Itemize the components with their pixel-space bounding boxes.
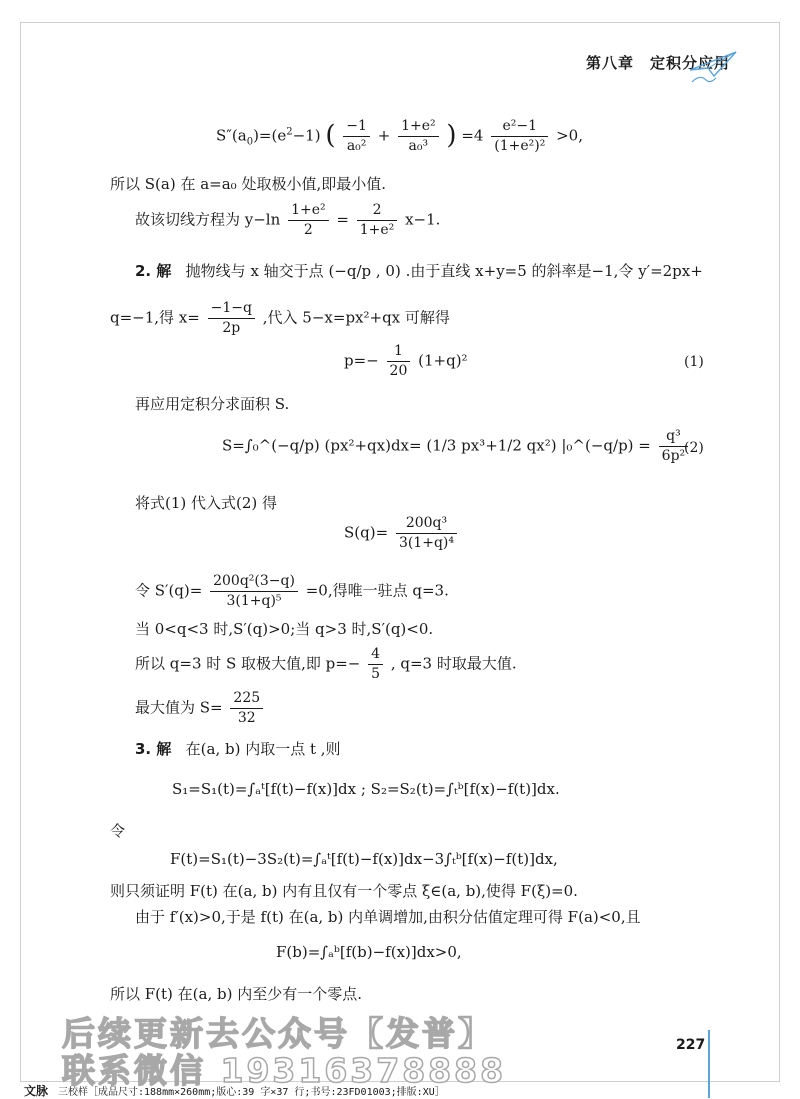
page-frame-top: [20, 22, 780, 23]
text-let: 令: [110, 822, 126, 840]
text-prove-zero: 则只须证明 F(t) 在(a, b) 内有且仅有一个零点 ξ∈(a, b),使得 F(ξ)=0.: [110, 882, 578, 900]
problem-2-line-1: 2. 解 抛物线与 x 轴交于点 (−q/p , 0) .由于直线 x+y=5 的斜率是−1,令 y′=2px+: [135, 262, 703, 280]
paper-plane-icon: [686, 46, 740, 86]
equation-6: F(b)=∫ₐᵇ[f(b)−f(x)]dx>0,: [276, 943, 462, 961]
equation-5: F(t)=S₁(t)−3S₂(t)=∫ₐᵗ[f(t)−f(x)]dx−3∫ₜᵇ[f(x)−f(t)]dx,: [170, 850, 558, 868]
text-min-value: 所以 S(a) 在 a=a₀ 处取极小值,即最小值.: [110, 175, 386, 193]
chapter-title: 第八章 定积分应用: [586, 54, 731, 72]
text-sign-analysis: 当 0<q<3 时,S′(q)>0;当 q>3 时,S′(q)<0.: [135, 620, 434, 638]
equation-number-2: (2): [684, 440, 704, 456]
text-substitute: 将式(1) 代入式(2) 得: [135, 494, 278, 512]
text-conclusion: 所以 F(t) 在(a, b) 内至少有一个零点.: [110, 985, 362, 1003]
equation-tangent-line: 故该切线方程为 y−ln $\frac{\text{1+e²}}{2}$ = $\frac{2}{\text{1+e²}}$ x−1.: [135, 202, 441, 238]
text-max-value: 所以 q=3 时 S 取极大值,即 p=− $\frac{4}{5}$ , q=3 时取最大值.: [135, 646, 517, 682]
equation-4: S₁=S₁(t)=∫ₐᵗ[f(t)−f(x)]dx ; S₂=S₂(t)=∫ₜᵇ[f(x)−f(t)]dx.: [172, 780, 560, 798]
watermark-line-1: 后续更新去公众号【发普】: [62, 1014, 494, 1053]
watermark-line-2: 联系微信 19316378888: [62, 1051, 507, 1090]
problem-3-line-1: 3. 解 在(a, b) 内取一点 t ,则: [135, 740, 341, 758]
equation-number-1: (1): [684, 354, 704, 370]
page-frame-left: [20, 22, 21, 1082]
footer-logo: 文脉: [24, 1084, 49, 1098]
footer-proof-info: 三校样［成品尺寸:188mm×260mm;版心:39 字×37 行;书号:23FD01003;排版:XU］: [58, 1087, 445, 1098]
equation-second-derivative: $S''(a_0)=(e^2-1)$ ( $\frac{-1}{\text{a₀²}}$ + $\frac{\text{1+e²}}{\text{a₀³}}$ ) =4 $\frac{\text{e²−1}}{\text{(1+e²)²}}$ >0,: [216, 118, 583, 154]
page-number-rule: [708, 1030, 710, 1098]
page-number: 227: [676, 1037, 706, 1053]
equation-3: S(q)= $\frac{\text{200q³}}{\text{3(1+q)⁴}}$: [344, 515, 460, 552]
text-max-result: 最大值为 S= $\frac{225}{32}$: [135, 690, 266, 727]
equation-2: S=∫₀^(−q/p) (px²+qx)dx= (1/3 px³+1/2 qx²) |₀^(−q/p) = $\frac{\text{q³}}{\text{6p²}}$: [222, 428, 691, 465]
page-frame-right: [779, 22, 780, 1082]
text-monotonic: 由于 f′(x)>0,于是 f(t) 在(a, b) 内单调增加,由积分估值定理可得 F(a)<0,且: [135, 908, 641, 926]
text-area-integral: 再应用定积分求面积 S.: [135, 395, 290, 413]
equation-derivative: 令 S′(q)= $\frac{\text{200q²(3−q)}}{\text{3(1+q)⁵}}$ =0,得唯一驻点 q=3.: [135, 573, 449, 609]
problem-2-line-2: q=−1,得 x= $\frac{-1-q}{2p}$ ,代入 5−x=px²+qx 可解得: [110, 300, 450, 336]
equation-1: p=− $\frac{1}{20}$ (1+q)²: [344, 343, 468, 379]
